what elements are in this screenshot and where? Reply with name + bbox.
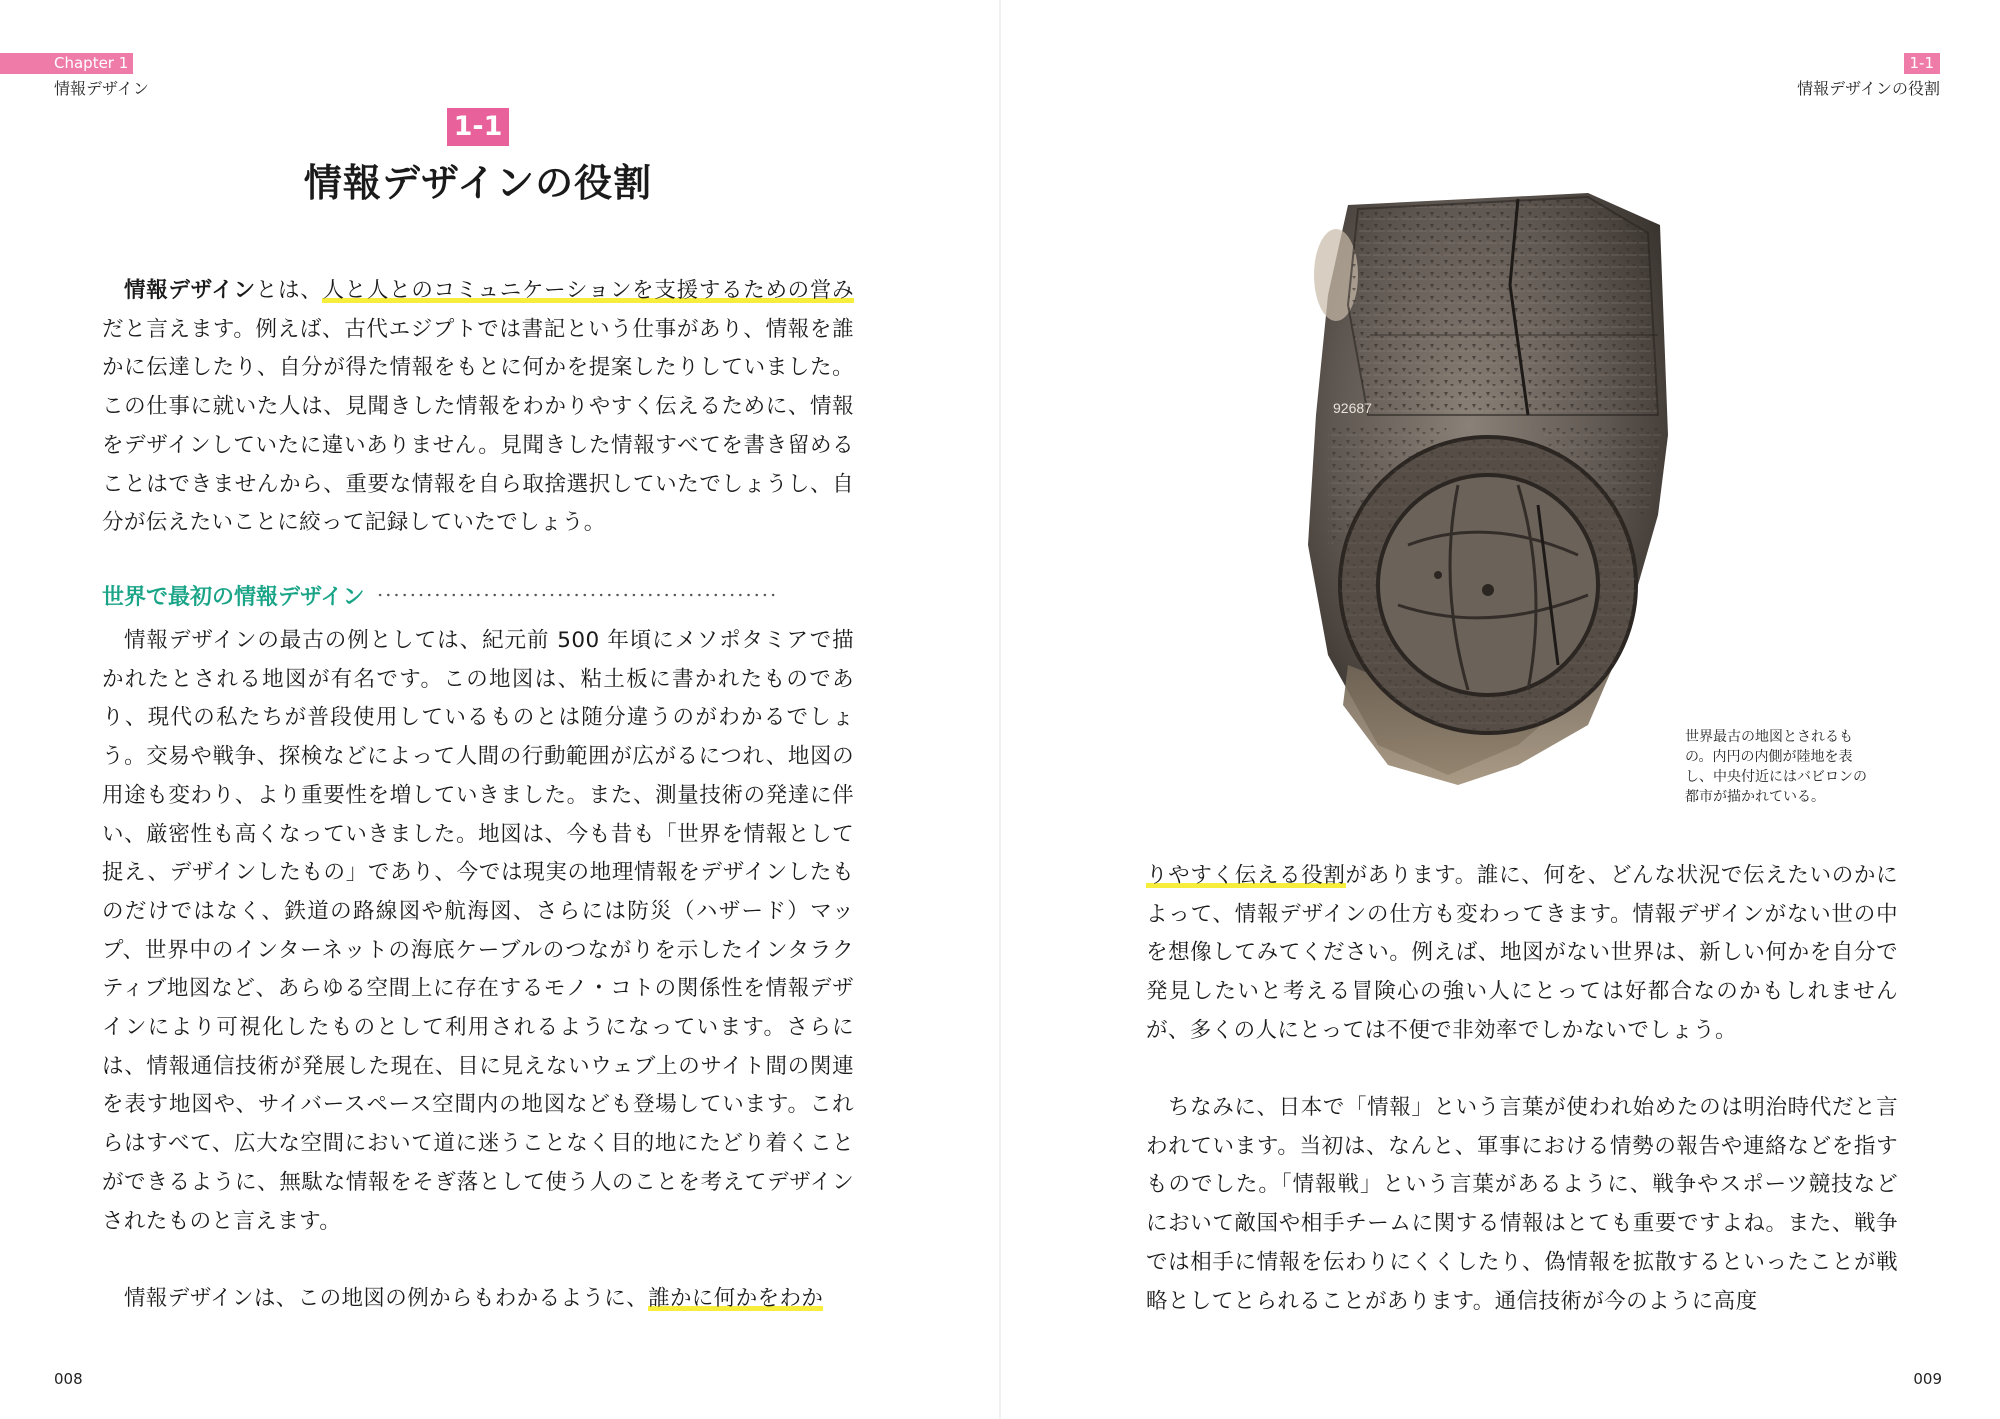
body2-text: 情報デザインは、この地図の例からもわかるように、 [124,1286,649,1311]
section-heading-text: 世界で最初の情報デザイン [102,584,365,610]
section-number-badge: 1-1 [447,108,509,146]
body-paragraph-1: 情報デザインの最古の例としては、紀元前 500 年頃にメソポタミアで描かれたとされる地図が有名です。この地図は、粘土板に書かれたものであり、現代の私たちが普段使用しているものとは随分違うのがわかるでしょう。交易や戦争、探検などによって人間の行動範囲が広がるにつれ、地図の用途も変わり、より重要性を増していきました。また、測量技術の発達に伴い、厳密性も高くなっていきました。地図は、今も昔も「世界を情報として捉え、デザインしたもの」であり、今では現実の地理情報をデザインしたものだけではなく、鉄道の路線図や航海図、さらには防災（ハザード）マップ、世界中のインターネットの海底ケーブルのつながりを示したインタラクティブ地図など、あらゆる空間上に存在するモノ・コトの関係性を情報デザインにより可視化したものとして利用されるようになっています。さらには、情報通信技術が発展した現在、目に見えないウェブ上のサイト間の関連を表す地図や、サイバースペース空間内の地図なども登場しています。これらはすべて、広大な空間において道に迷うことなく目的地にたどり着くことができるように、無駄な情報をそぎ落として使う人のことを考えてデザインされたものと言えます。 [102,628,854,1234]
chapter-tag: Chapter 1 [0,53,133,74]
page-number-right: 009 [1913,1370,1942,1388]
intro-paragraph [102,272,854,543]
running-section-tag: 1-1 [1904,53,1941,74]
body2-highlight: 誰かに何かをわか [648,1286,824,1311]
intro-bold-term: 情報デザイン [124,278,256,303]
right-body1-text: があります。誰に、何を、どんな状況で伝えたいのかによって、情報デザインの仕方も変わってきます。情報デザインがない世の中を想像してみてください。例えば、地図がない世界は、新しい何かを自分で発見したいと考える冒険心の強い人にとっては好都合なのかもしれませんが、多くの人にとっては不便で非効率でしかないでしょう。 [1146,863,1898,1043]
photo-caption: 世界最古の地図とされるもの。内円の内側が陸地を表し、中央付近にはバビロンの都市が描かれている。 [1685,729,1867,805]
right-body-paragraph-1 [1146,857,1898,1051]
section-heading-leader-dots [376,592,780,598]
page-number-left: 008 [54,1370,83,1388]
intro-highlight: 人と人とのコミュニケーションを支援するための営み [322,278,855,303]
page-title: 情報デザインの役割 [303,161,653,205]
running-section-name: 情報デザインの役割 [1797,79,1940,98]
right-page [1000,0,2000,1419]
section-heading [102,576,854,614]
right-body1-highlight: りやすく伝える役割 [1146,863,1346,888]
right-body-paragraph-2: ちなみに、日本で「情報」という言葉が使われ始めたのは明治時代だと言われています。当初は、なんと、軍事における情勢の報告や連絡などを指すものでした。「情報戦」という言葉があるように、戦争やスポーツ競技などにおいて敵国や相手チームに関する情報はとても重要ですよね。また、戦争では相手に情報を伝わりにくくしたり、偽情報を拡散するといったことが戦略としてとられることがあります。通信技術が今のように高度 [1146,1095,1898,1314]
intro-text-1: とは、 [255,278,323,303]
tablet-number: 92687 [1333,400,1372,416]
chapter-name: 情報デザイン [54,79,149,98]
babylonian-map-tablet-photo [1288,185,1750,793]
body-paragraph-2 [102,1280,854,1319]
intro-text-2: だと言えます。例えば、古代エジプトでは書記という仕事があり、情報を誰かに伝達したり、自分が得た情報をもとに何かを提案したりしていました。この仕事に就いた人は、見聞きした情報をわかりやすく伝えるために、情報をデザインしていたに違いありません。見聞きした情報すべてを書き留めることはできませんから、重要な情報を自ら取捨選択していたでしょうし、自分が伝えたいことに絞って記録していたでしょう。 [102,316,854,536]
